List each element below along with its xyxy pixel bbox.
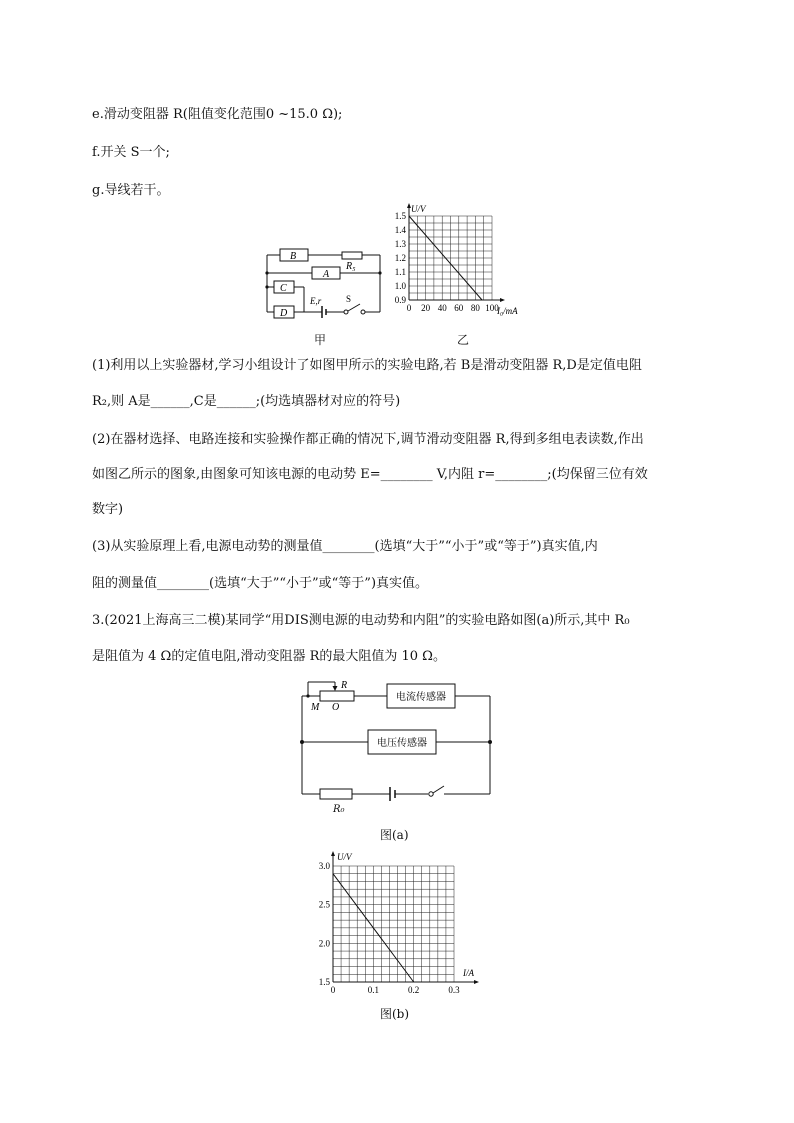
label-M: M: [311, 702, 320, 713]
question-2-line-3: 数字): [92, 502, 124, 517]
label-R5: R₅: [346, 261, 356, 272]
current-sensor: 电流传感器: [396, 692, 446, 703]
chart-b: [310, 848, 486, 998]
question-2-line-2: 如图乙所示的图象,由图象可知该电源的电动势 E=________ V,内阻 r=________;(均保留三位有效: [92, 467, 648, 482]
question-2-line-1: (2)在器材选择、电路连接和实验操作都正确的情况下,调节滑动变阻器 R,得到多组电表读数,作出: [92, 432, 644, 447]
text-line-e: e.滑动变阻器 R(阻值变化范围0 ~15.0 Ω);: [92, 107, 343, 122]
label-C: C: [280, 283, 287, 294]
chart-yi-xtick-label: 100: [485, 303, 499, 313]
text-line-g: g.导线若干。: [92, 183, 170, 198]
label-R0: R₀: [333, 804, 345, 815]
chart-yi-xtick-label: 0: [406, 303, 412, 313]
circuit-jia: [260, 240, 390, 320]
caption-a: 图(a): [380, 828, 409, 842]
chart-b-xtick-label: 0.3: [448, 985, 460, 995]
text-line-f: f.开关 S一个;: [92, 145, 170, 160]
chart-b-ytick-label: 2.5: [318, 899, 330, 910]
problem-3-line-2: 是阻值为 4 Ω的定值电阻,滑动变阻器 R的最大阻值为 10 Ω。: [92, 649, 446, 664]
caption-yi: 乙: [457, 333, 470, 347]
chart-b-xtick-label: 0.2: [408, 985, 420, 995]
chart-b-ytick-label: 1.5: [318, 977, 330, 987]
label-A: A: [323, 269, 330, 280]
problem-3-line-1: 3.(2021上海高三二模)某同学“用DIS测电源的电动势和内阻”的实验电路如图(a)所示,其中 R₀: [92, 613, 630, 628]
chart-yi-xlabel: I₀/mA: [497, 306, 518, 316]
caption-b: 图(b): [380, 1007, 410, 1021]
label-B: B: [290, 251, 297, 262]
label-Er: E,r: [310, 296, 322, 306]
chart-yi-xtick-label: 40: [437, 303, 447, 313]
chart-yi-ytick-label: 1.2: [394, 253, 406, 263]
chart-b-ylabel: U/V: [337, 852, 352, 862]
chart-yi-ytick-label: 1.5: [394, 211, 406, 221]
chart-yi-xtick-label: 20: [421, 303, 431, 313]
label-S: S: [346, 294, 352, 304]
label-D: D: [280, 308, 288, 319]
question-3-line-2: 阻的测量值________(选填“大于”“小于”或“等于”)真实值。: [92, 576, 429, 591]
question-1-line-1: (1)利用以上实验器材,学习小组设计了如图甲所示的实验电路,若 B是滑动变阻器 R,D是定值电阻: [92, 358, 642, 373]
chart-yi-ytick-label: 1.4: [394, 225, 406, 235]
chart-yi-ytick-label: 1.1: [394, 267, 406, 277]
caption-jia: 甲: [314, 333, 327, 347]
circuit-a: [294, 676, 498, 804]
question-3-line-1: (3)从实验原理上看,电源电动势的测量值________(选填“大于”“小于”或“等于”)真实值,内: [92, 539, 598, 554]
label-R: R: [341, 680, 348, 691]
chart-yi-ytick-label: 1.0: [394, 281, 406, 291]
chart-yi-ytick-label: 0.9: [394, 295, 406, 305]
chart-yi-ytick-label: 1.3: [394, 239, 406, 249]
chart-b-xlabel: I/A: [463, 968, 474, 978]
chart-yi-xtick-label: 60: [454, 303, 464, 313]
voltage-sensor: 电压传感器: [377, 738, 427, 749]
chart-b-ytick-label: 3.0: [318, 861, 330, 871]
chart-yi: [382, 200, 532, 322]
chart-b-ytick-label: 2.0: [318, 938, 330, 949]
chart-yi-xtick-label: 80: [470, 303, 480, 313]
chart-b-xtick-label: 0: [330, 985, 336, 995]
label-O: O: [332, 702, 340, 713]
question-1-line-2: R₂,则 A是______,C是______;(均选填器材对应的符号): [92, 394, 401, 409]
chart-yi-ylabel: U/V: [411, 204, 426, 214]
chart-b-xtick-label: 0.1: [367, 985, 379, 995]
